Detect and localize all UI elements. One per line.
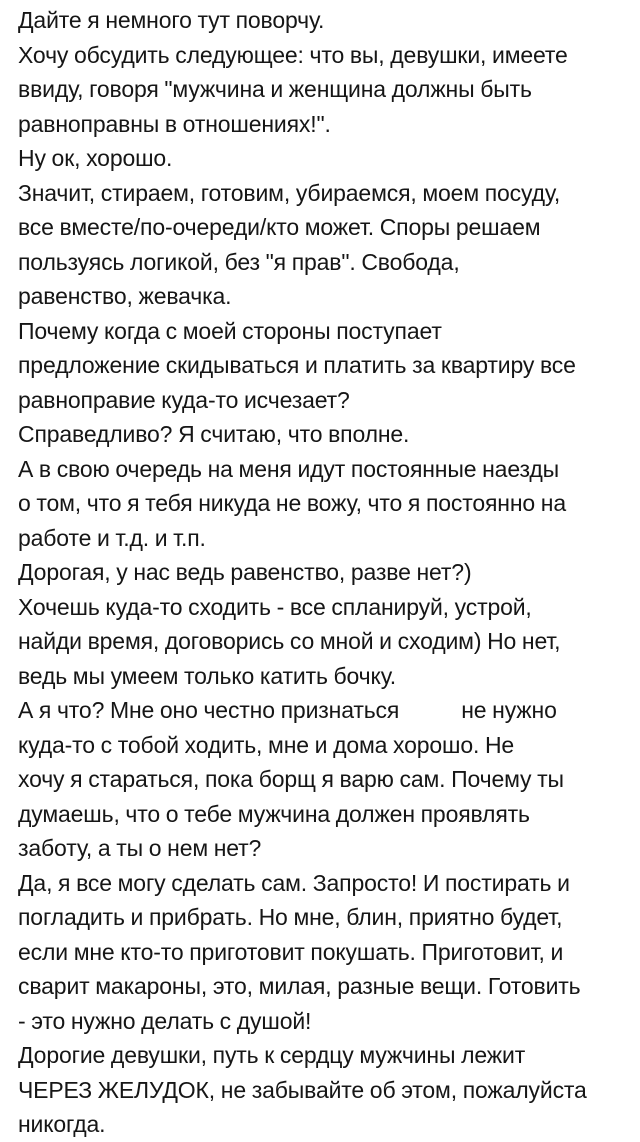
- text-line-with-gap: [18, 693, 630, 728]
- text-line: хочу я стараться, пока борщ я варю сам. Почему ты: [18, 766, 564, 792]
- text-line-head: А я что? Мне оно честно признаться: [18, 697, 400, 723]
- text-line: А в свою очередь на меня идут постоянные наезды: [18, 455, 559, 482]
- text-line: - это нужно делать с душой!: [18, 1007, 312, 1034]
- text-line: Дорогие девушки, путь к сердцу мужчины лежит: [18, 1042, 526, 1068]
- text-line: если мне кто-то приготовит покушать. Приготовит, и: [18, 938, 564, 965]
- text-line: Справедливо? Я считаю, что вполне.: [18, 421, 410, 447]
- text-line: никогда.: [18, 1111, 106, 1137]
- text-line: найди время, договорись со мной и сходим) Но нет,: [18, 628, 561, 654]
- text-line: ЧЕРЕЗ ЖЕЛУДОК, не забывайте об этом, пожалуйста: [18, 1076, 587, 1103]
- text-line: о том, что я тебя никуда не вожу, что я постоянно на: [18, 490, 566, 516]
- text-line: ведь мы умеем только катить бочку.: [18, 662, 396, 689]
- text-line: Значит, стираем, готовим, убираемся, моем посуду,: [18, 179, 561, 206]
- text-line: сварит макароны, это, милая, разные вещи. Готовить: [18, 973, 581, 999]
- text-line: равенство, жевачка.: [18, 283, 232, 309]
- text-line: ввиду, говоря "мужчина и женщина должны быть: [18, 76, 532, 102]
- text-line-tail: не нужно: [461, 697, 557, 723]
- text-line: работе и т.д. и т.п.: [18, 524, 206, 551]
- text-line: Дорогая, у нас ведь равенство, разве нет?): [18, 559, 472, 585]
- text-line: все вместе/по-очереди/кто может. Споры решаем: [18, 214, 541, 240]
- text-line: Почему когда с моей стороны поступает: [18, 317, 442, 344]
- text-line: предложение скидываться и платить за квартиру все: [18, 352, 576, 378]
- text-line: равноправие куда-то исчезает?: [18, 386, 350, 413]
- text-line: Да, я все могу сделать сам. Запросто! И постирать и: [18, 869, 570, 896]
- text-line: Хочу обсудить следующее: что вы, девушки, имеете: [18, 41, 568, 68]
- text-line: Дайте я немного тут поворчу.: [18, 7, 325, 33]
- text-line: пользуясь логикой, без "я прав". Свобода,: [18, 248, 460, 275]
- text-line: думаешь, что о тебе мужчина должен проявлять: [18, 800, 530, 827]
- text-line: заботу, а ты о нем нет?: [18, 835, 262, 861]
- text-line: Ну ок, хорошо.: [18, 145, 173, 171]
- text-line: Хочешь куда-то сходить - все спланируй, устрой,: [18, 593, 532, 620]
- text-line: куда-то с тобой ходить, мне и дома хорошо. Не: [18, 731, 515, 758]
- text-line: погладить и прибрать. Но мне, блин, приятно будет,: [18, 904, 563, 930]
- text-line: равноправны в отношениях!".: [18, 110, 331, 137]
